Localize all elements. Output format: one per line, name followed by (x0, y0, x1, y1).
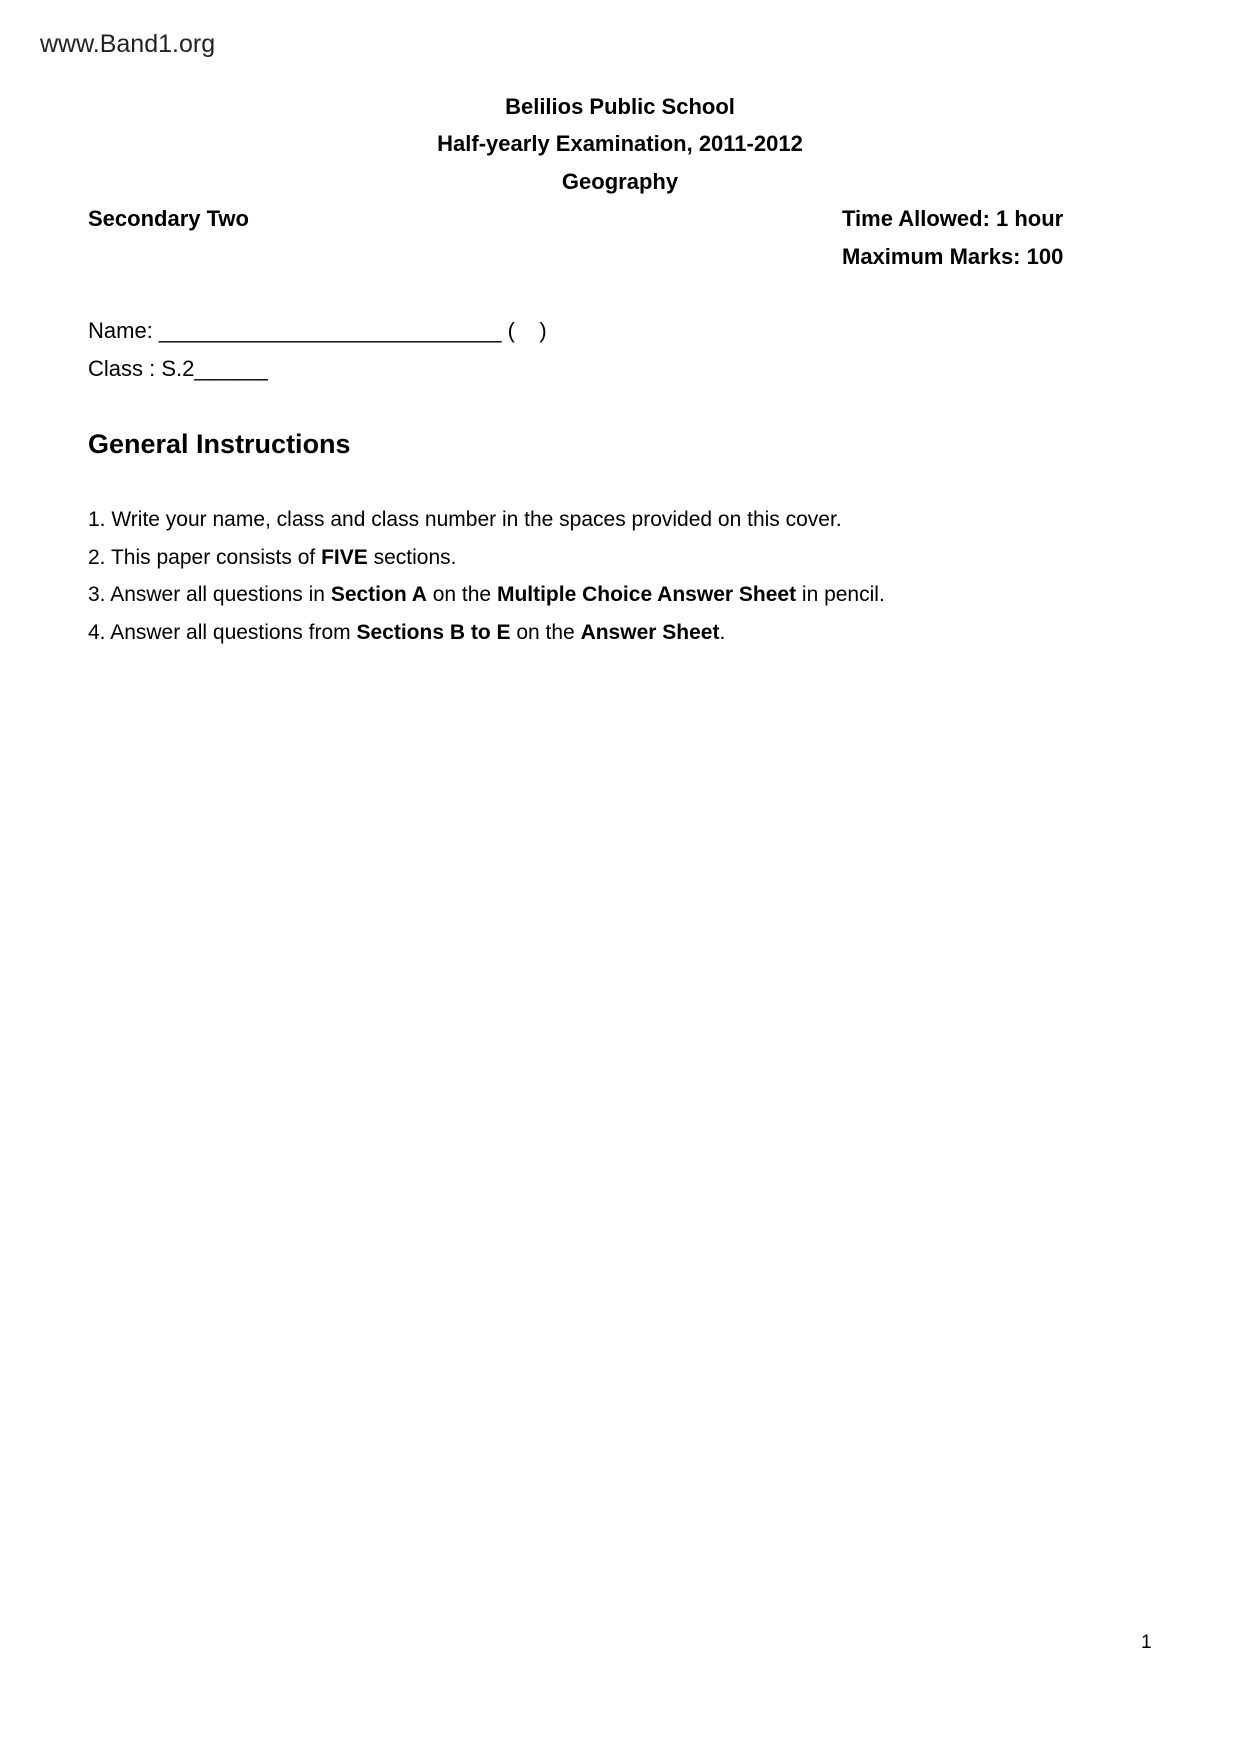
maximum-marks: Maximum Marks: 100 (842, 244, 1064, 269)
exam-title: Half-yearly Examination, 2011-2012 (437, 131, 803, 156)
instruction-text: on the (510, 620, 581, 644)
instruction-text: on the (426, 583, 497, 606)
instruction-emphasis: Answer Sheet (580, 620, 720, 644)
instruction-text: in pencil. (796, 583, 885, 606)
instruction-text: 1. Write your name, class and class number in the spaces provided on this cover. (88, 508, 842, 531)
instruction-emphasis: Multiple Choice Answer Sheet (496, 583, 797, 606)
time-allowed: Time Allowed: 1 hour (842, 206, 1064, 231)
watermark-url: www.Band1.org (40, 30, 216, 58)
instruction-text: sections. (367, 545, 457, 569)
instruction-emphasis: FIVE (321, 545, 368, 569)
class-level: Secondary Two (88, 206, 249, 231)
instruction-item (88, 506, 885, 544)
instruction-item (88, 544, 885, 582)
instruction-text: 3. Answer all questions in (88, 583, 331, 606)
instruction-emphasis: Sections B to E (356, 620, 511, 644)
name-field: Name: ____________________________ ( ) (88, 318, 547, 343)
instruction-item (88, 581, 885, 619)
page-number: 1 (1141, 1632, 1152, 1653)
class-field: Class : S.2______ (88, 356, 268, 381)
subject-title: Geography (561, 169, 679, 194)
instruction-item (88, 619, 885, 657)
school-name: Belilios Public School (505, 94, 735, 119)
instruction-text: . (719, 620, 726, 644)
instructions-list (88, 506, 885, 656)
instruction-text: 2. This paper consists of (88, 545, 322, 569)
instructions-heading: General Instructions (88, 429, 351, 459)
instruction-text: 4. Answer all questions from (88, 620, 357, 644)
instruction-emphasis: Section A (330, 583, 427, 606)
